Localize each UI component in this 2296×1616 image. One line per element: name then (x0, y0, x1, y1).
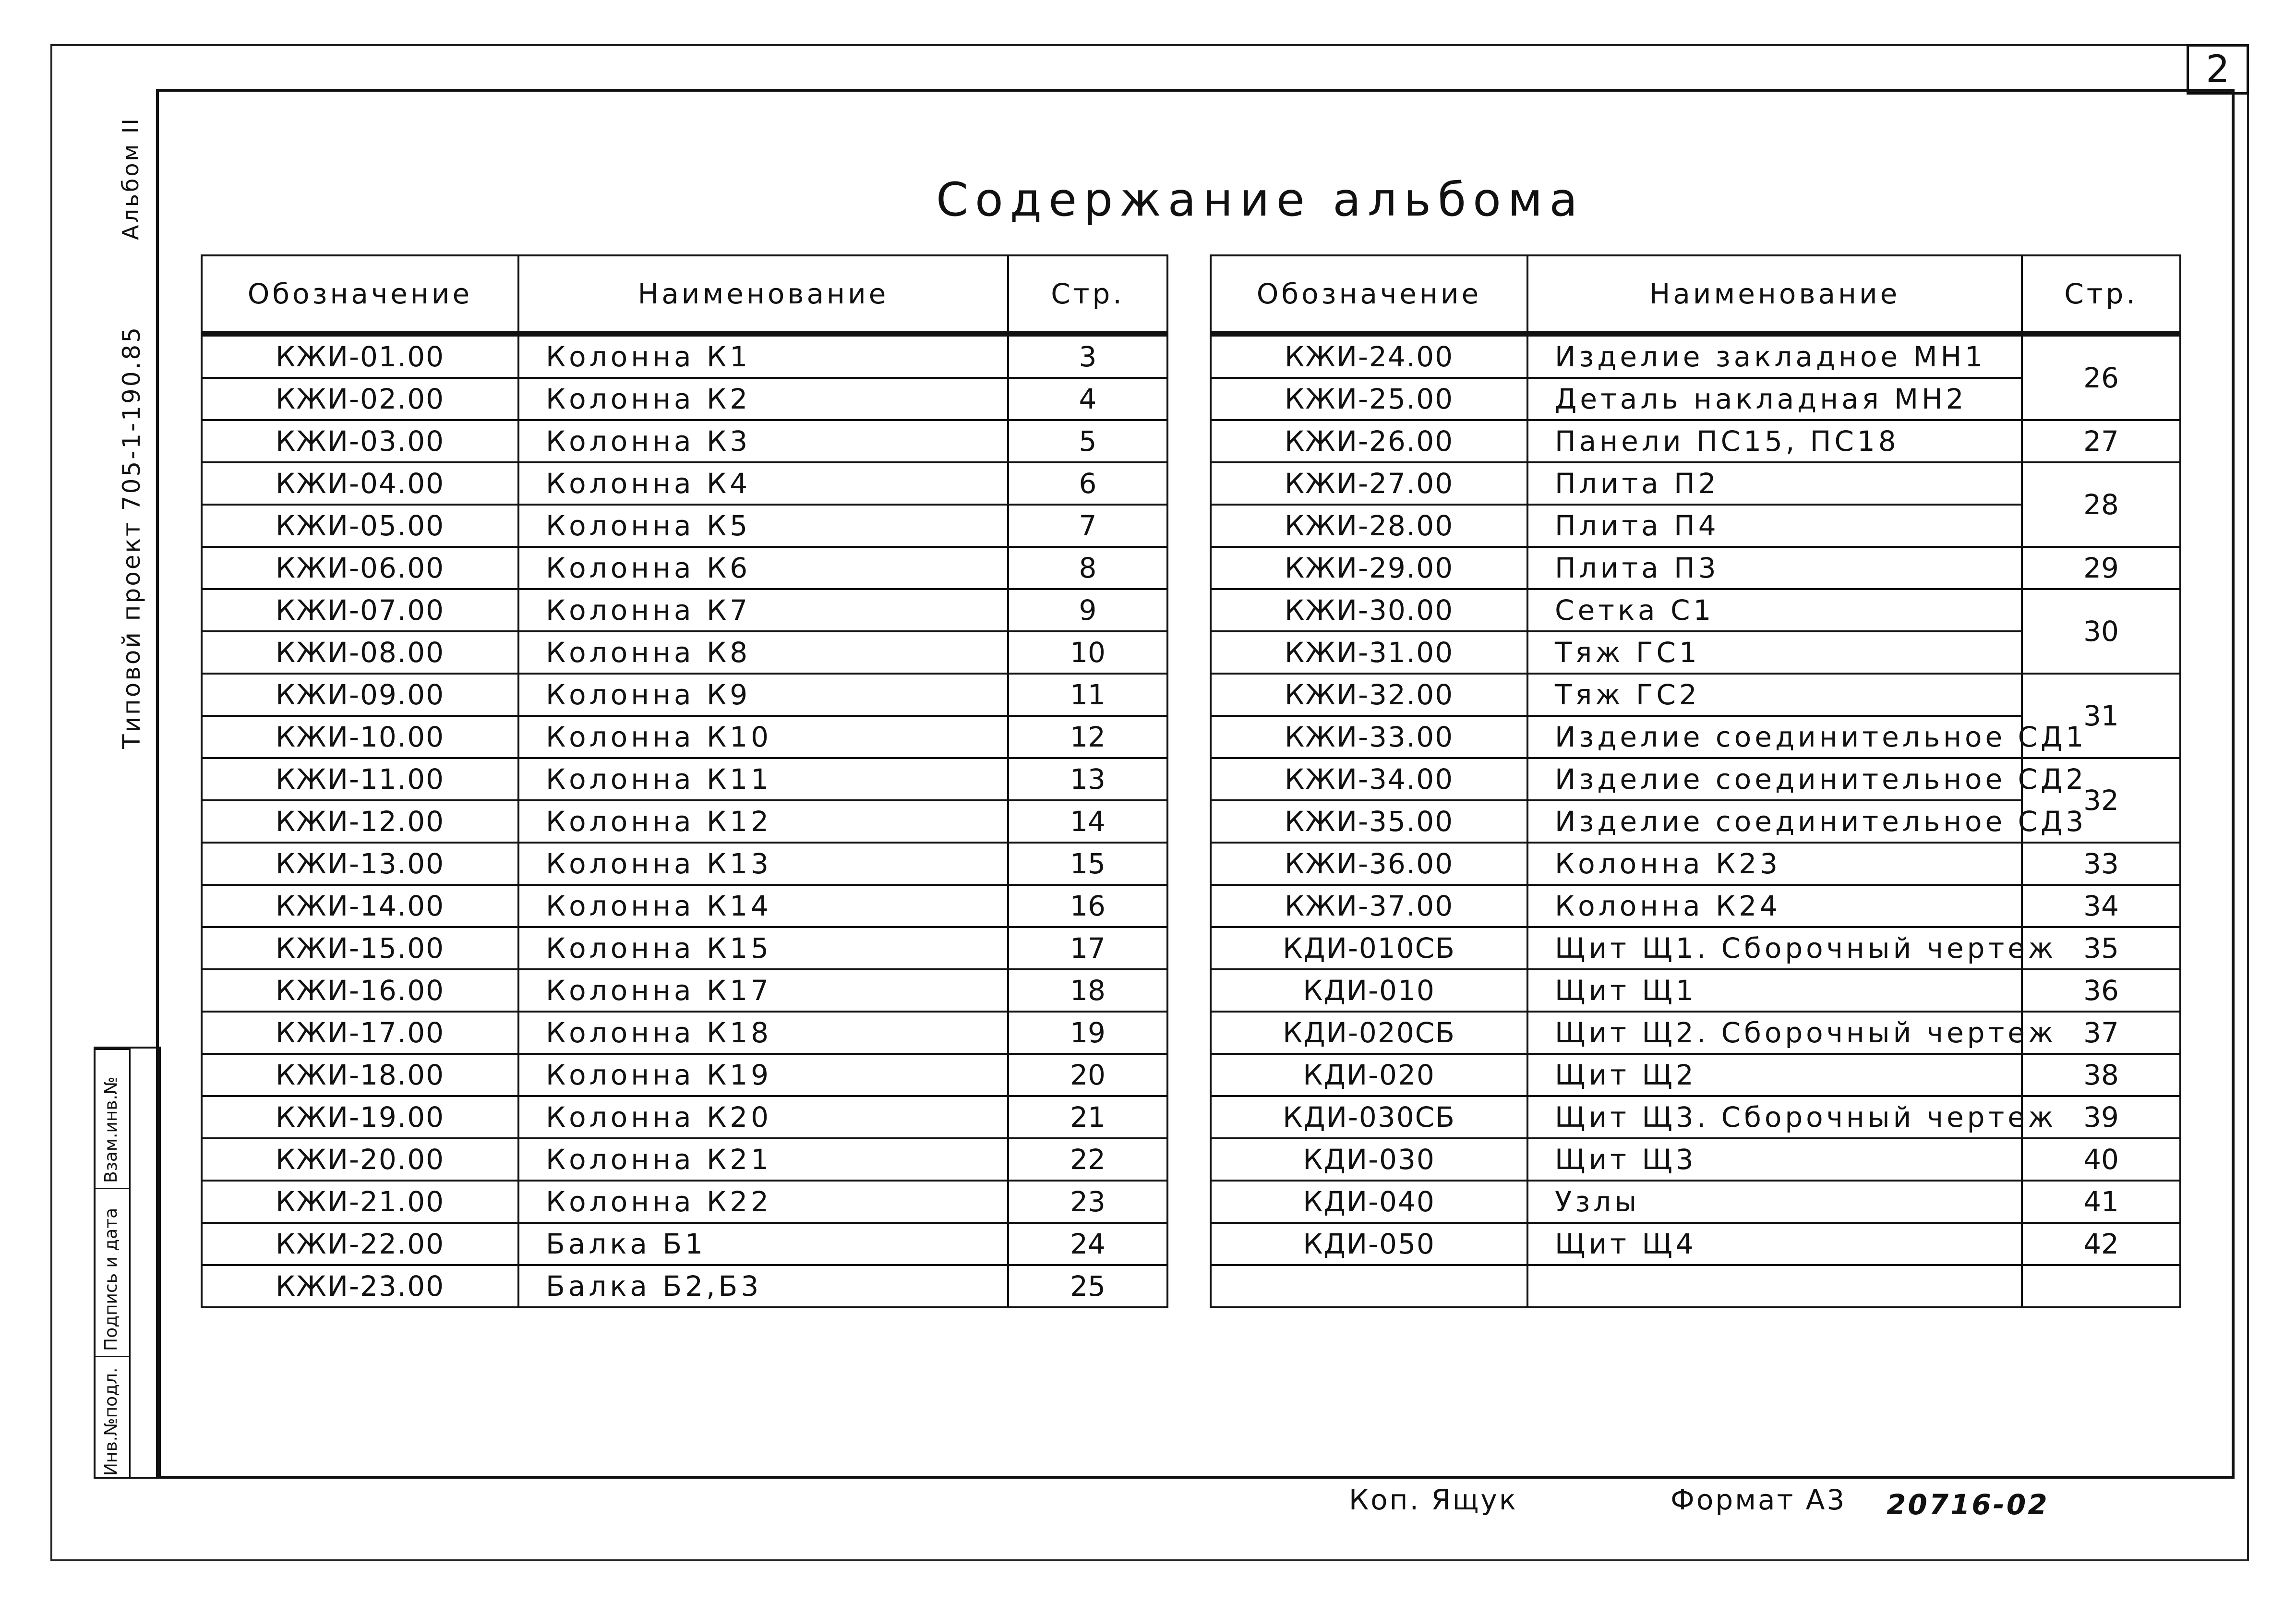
table-row (202, 885, 1167, 927)
row-code: КЖИ-35.00 (1211, 800, 1527, 843)
table-row (202, 843, 1167, 885)
table-row (202, 800, 1167, 843)
row-code: КЖИ-12.00 (202, 800, 518, 843)
table-row (202, 716, 1167, 758)
header-name: Наименование (518, 255, 1008, 334)
row-page: 9 (1008, 589, 1167, 631)
page-title: Содержание альбома (936, 173, 1585, 227)
header-page: Стр. (1008, 255, 1167, 334)
table-row (1211, 420, 2180, 462)
row-page: 32 (2022, 758, 2180, 843)
row-code: КЖИ-05.00 (202, 505, 518, 547)
row-name: Плита П2 (1527, 462, 2022, 505)
row-name: Колонна К4 (518, 462, 1008, 505)
row-page: 16 (1008, 885, 1167, 927)
row-page: 30 (2022, 589, 2180, 674)
row-page: 15 (1008, 843, 1167, 885)
row-page: 14 (1008, 800, 1167, 843)
row-code (1211, 1265, 1527, 1307)
row-name: Узлы (1527, 1181, 2022, 1223)
row-page: 26 (2022, 334, 2180, 420)
row-name: Тяж ГС2 (1527, 674, 2022, 716)
row-code: КЖИ-36.00 (1211, 843, 1527, 885)
row-page: 37 (2022, 1012, 2180, 1054)
row-code: КЖИ-27.00 (1211, 462, 1527, 505)
row-name: Колонна К3 (518, 420, 1008, 462)
row-code: КДИ-030 (1211, 1138, 1527, 1181)
row-name: Деталь накладная МН2 (1527, 378, 2022, 420)
row-name (1527, 1265, 2022, 1307)
row-code: КЖИ-34.00 (1211, 758, 1527, 800)
stamp-inv-podl: Инв.№подл. (101, 1367, 121, 1476)
row-code: КДИ-010 (1211, 969, 1527, 1012)
row-code: КЖИ-08.00 (202, 631, 518, 674)
row-code: КЖИ-26.00 (1211, 420, 1527, 462)
table-row (1211, 843, 2180, 885)
row-name: Колонна К6 (518, 547, 1008, 589)
row-code: КЖИ-04.00 (202, 462, 518, 505)
row-code: КДИ-020 (1211, 1054, 1527, 1096)
table-row (202, 969, 1167, 1012)
row-page: 24 (1008, 1223, 1167, 1265)
table-row (202, 927, 1167, 969)
row-page: 38 (2022, 1054, 2180, 1096)
row-code: КДИ-010СБ (1211, 927, 1527, 969)
side-album-label: Альбом II (118, 117, 144, 240)
row-name: Плита П3 (1527, 547, 2022, 589)
row-name: Балка Б1 (518, 1223, 1008, 1265)
row-code: КДИ-050 (1211, 1223, 1527, 1265)
row-name: Колонна К1 (518, 334, 1008, 378)
footer-format: Формат А3 (1671, 1483, 1847, 1516)
table-row (1211, 1265, 2180, 1307)
row-name: Щит Щ1 (1527, 969, 2022, 1012)
row-code: КЖИ-30.00 (1211, 589, 1527, 631)
table-row (202, 378, 1167, 420)
row-page: 10 (1008, 631, 1167, 674)
row-code: КЖИ-06.00 (202, 547, 518, 589)
table-row (1211, 589, 2180, 631)
row-page: 5 (1008, 420, 1167, 462)
row-code: КЖИ-19.00 (202, 1096, 518, 1138)
table-row (202, 758, 1167, 800)
row-name: Плита П4 (1527, 505, 2022, 547)
row-name: Колонна К8 (518, 631, 1008, 674)
table-row (1211, 1223, 2180, 1265)
table-row (1211, 334, 2180, 378)
row-name: Колонна К23 (1527, 843, 2022, 885)
row-name: Колонна К18 (518, 1012, 1008, 1054)
row-page: 8 (1008, 547, 1167, 589)
stamp-vzam-inv: Взам.инв.№ (101, 1076, 121, 1183)
contents-table-right (1210, 254, 2181, 1308)
row-name: Колонна К24 (1527, 885, 2022, 927)
row-page: 29 (2022, 547, 2180, 589)
row-code: КЖИ-10.00 (202, 716, 518, 758)
row-page: 20 (1008, 1054, 1167, 1096)
row-page: 12 (1008, 716, 1167, 758)
row-page: 23 (1008, 1181, 1167, 1223)
row-code: КЖИ-37.00 (1211, 885, 1527, 927)
table-row (1211, 1181, 2180, 1223)
header-code: Обозначение (202, 255, 518, 334)
row-code: КЖИ-23.00 (202, 1265, 518, 1307)
row-name: Колонна К22 (518, 1181, 1008, 1223)
row-name: Колонна К17 (518, 969, 1008, 1012)
row-code: КЖИ-09.00 (202, 674, 518, 716)
row-code: КЖИ-22.00 (202, 1223, 518, 1265)
table-row (1211, 462, 2180, 505)
table-row (202, 420, 1167, 462)
table-row (202, 674, 1167, 716)
row-code: КДИ-020СБ (1211, 1012, 1527, 1054)
row-page: 18 (1008, 969, 1167, 1012)
row-code: КЖИ-33.00 (1211, 716, 1527, 758)
row-page: 39 (2022, 1096, 2180, 1138)
table-row (202, 1012, 1167, 1054)
table-row (202, 1096, 1167, 1138)
row-page: 36 (2022, 969, 2180, 1012)
table-row (202, 505, 1167, 547)
table-row (1211, 547, 2180, 589)
row-code: КЖИ-28.00 (1211, 505, 1527, 547)
row-page: 6 (1008, 462, 1167, 505)
row-name: Колонна К10 (518, 716, 1008, 758)
row-page: 11 (1008, 674, 1167, 716)
row-code: КДИ-030СБ (1211, 1096, 1527, 1138)
row-name: Колонна К14 (518, 885, 1008, 927)
contents-left-body (202, 334, 1167, 1307)
row-name: Щит Щ2 (1527, 1054, 2022, 1096)
row-page: 28 (2022, 462, 2180, 547)
row-name: Щит Щ2. Сборочный чертеж (1527, 1012, 2022, 1054)
row-name: Изделие закладное МН1 (1527, 334, 2022, 378)
footer-doc-number: 20716-02 (1887, 1488, 2049, 1521)
row-name: Панели ПС15, ПС18 (1527, 420, 2022, 462)
row-page: 42 (2022, 1223, 2180, 1265)
row-code: КЖИ-31.00 (1211, 631, 1527, 674)
table-row (1211, 1138, 2180, 1181)
table-row (1211, 1054, 2180, 1096)
row-page: 4 (1008, 378, 1167, 420)
row-code: КЖИ-32.00 (1211, 674, 1527, 716)
row-code: КЖИ-07.00 (202, 589, 518, 631)
row-page: 34 (2022, 885, 2180, 927)
row-name: Щит Щ1. Сборочный чертеж (1527, 927, 2022, 969)
row-name: Колонна К2 (518, 378, 1008, 420)
row-page: 13 (1008, 758, 1167, 800)
footer-copied-by: Коп. Ящук (1349, 1483, 1518, 1516)
table-row (202, 1054, 1167, 1096)
row-code: КЖИ-17.00 (202, 1012, 518, 1054)
row-name: Изделие соединительное СД3 (1527, 800, 2022, 843)
row-page: 27 (2022, 420, 2180, 462)
header-name: Наименование (1527, 255, 2022, 334)
row-page: 3 (1008, 334, 1167, 378)
row-page: 40 (2022, 1138, 2180, 1181)
row-page: 17 (1008, 927, 1167, 969)
table-row (202, 589, 1167, 631)
row-name: Колонна К7 (518, 589, 1008, 631)
row-name: Изделие соединительное СД1 (1527, 716, 2022, 758)
side-project-label: Типовой проект 705-1-190.85 (118, 325, 145, 749)
table-row (1211, 927, 2180, 969)
table-row (202, 1265, 1167, 1307)
row-name: Щит Щ3 (1527, 1138, 2022, 1181)
row-page: 25 (1008, 1265, 1167, 1307)
table-row (1211, 800, 2180, 843)
table-row (1211, 716, 2180, 758)
table-row (1211, 1012, 2180, 1054)
table-row (202, 1181, 1167, 1223)
row-name: Колонна К20 (518, 1096, 1008, 1138)
row-code: КЖИ-16.00 (202, 969, 518, 1012)
row-code: КЖИ-15.00 (202, 927, 518, 969)
row-code: КЖИ-25.00 (1211, 378, 1527, 420)
row-page: 21 (1008, 1096, 1167, 1138)
table-row (202, 334, 1167, 378)
contents-right-body (1211, 334, 2180, 1307)
row-code: КЖИ-24.00 (1211, 334, 1527, 378)
row-page: 41 (2022, 1181, 2180, 1223)
row-page (2022, 1265, 2180, 1307)
row-name: Колонна К15 (518, 927, 1008, 969)
row-code: КЖИ-18.00 (202, 1054, 518, 1096)
table-row (202, 631, 1167, 674)
sheet-number: 2 (2187, 44, 2249, 95)
table-row (202, 547, 1167, 589)
row-code: КЖИ-29.00 (1211, 547, 1527, 589)
table-row (1211, 1096, 2180, 1138)
side-stamp-block (94, 1047, 161, 1479)
row-code: КЖИ-20.00 (202, 1138, 518, 1181)
row-name: Колонна К19 (518, 1054, 1008, 1096)
row-name: Щит Щ4 (1527, 1223, 2022, 1265)
row-code: КЖИ-02.00 (202, 378, 518, 420)
row-name: Колонна К12 (518, 800, 1008, 843)
contents-table-left (201, 254, 1168, 1308)
row-code: КЖИ-14.00 (202, 885, 518, 927)
row-name: Изделие соединительное СД2 (1527, 758, 2022, 800)
row-code: КЖИ-01.00 (202, 334, 518, 378)
stamp-podpis-data: Подпись и дата (101, 1207, 121, 1351)
table-row (202, 1223, 1167, 1265)
row-code: КЖИ-21.00 (202, 1181, 518, 1223)
row-name: Колонна К11 (518, 758, 1008, 800)
row-name: Сетка С1 (1527, 589, 2022, 631)
row-name: Щит Щ3. Сборочный чертеж (1527, 1096, 2022, 1138)
table-row (1211, 969, 2180, 1012)
row-page: 33 (2022, 843, 2180, 885)
row-name: Колонна К9 (518, 674, 1008, 716)
row-page: 22 (1008, 1138, 1167, 1181)
row-code: КЖИ-11.00 (202, 758, 518, 800)
row-name: Колонна К21 (518, 1138, 1008, 1181)
row-page: 19 (1008, 1012, 1167, 1054)
row-code: КЖИ-03.00 (202, 420, 518, 462)
table-row (202, 462, 1167, 505)
row-name: Тяж ГС1 (1527, 631, 2022, 674)
row-name: Колонна К5 (518, 505, 1008, 547)
row-name: Колонна К13 (518, 843, 1008, 885)
header-code: Обозначение (1211, 255, 1527, 334)
row-name: Балка Б2,Б3 (518, 1265, 1008, 1307)
row-page: 31 (2022, 674, 2180, 758)
row-page: 35 (2022, 927, 2180, 969)
row-page: 7 (1008, 505, 1167, 547)
row-code: КЖИ-13.00 (202, 843, 518, 885)
table-row (1211, 674, 2180, 716)
table-row (202, 1138, 1167, 1181)
table-row (1211, 885, 2180, 927)
row-code: КДИ-040 (1211, 1181, 1527, 1223)
header-page: Стр. (2022, 255, 2180, 334)
table-row (1211, 758, 2180, 800)
